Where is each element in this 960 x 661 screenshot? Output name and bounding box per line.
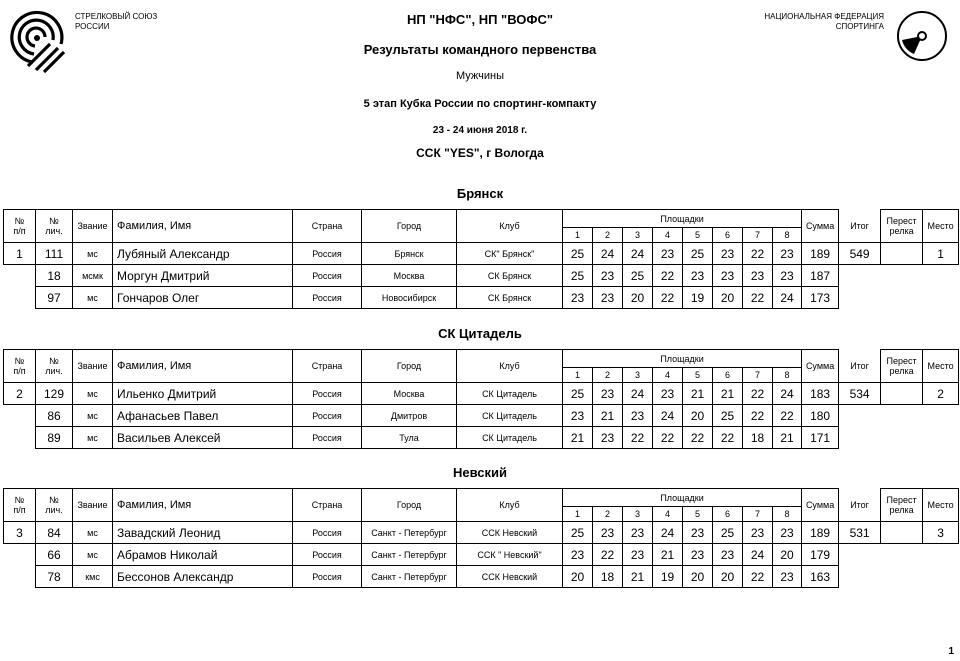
empty-cell bbox=[881, 405, 923, 427]
header-total: Итог bbox=[850, 220, 869, 231]
header-station-number: 3 bbox=[623, 368, 653, 383]
header-num-pp-line2: п/п bbox=[13, 505, 26, 515]
header-station-number: 4 bbox=[653, 507, 683, 522]
station-score: 22 bbox=[683, 427, 713, 449]
license-number: 129 bbox=[36, 383, 73, 405]
empty-cell bbox=[881, 287, 923, 309]
station-score: 23 bbox=[653, 243, 683, 265]
station-score: 21 bbox=[563, 427, 593, 449]
header-num-pp bbox=[4, 489, 36, 522]
header-station-number: 7 bbox=[743, 368, 773, 383]
country: Россия bbox=[293, 427, 362, 449]
score-sum: 189 bbox=[802, 243, 839, 265]
empty-cell bbox=[923, 287, 959, 309]
station-score: 24 bbox=[743, 544, 773, 566]
station-score: 21 bbox=[773, 427, 802, 449]
header-city: Город bbox=[362, 210, 457, 243]
empty-cell bbox=[839, 544, 881, 566]
shootoff-cell bbox=[881, 383, 923, 405]
sport-rank: мс bbox=[73, 383, 113, 405]
team-name: Невский bbox=[452, 465, 507, 480]
station-score: 20 bbox=[563, 566, 593, 588]
header-num-pp bbox=[4, 210, 36, 243]
station-score: 20 bbox=[713, 566, 743, 588]
page-number: 1 bbox=[948, 646, 954, 657]
right-org-line2: СПОРТИНГА bbox=[835, 22, 884, 31]
header-name: Фамилия, Имя bbox=[113, 489, 293, 522]
score-sum: 179 bbox=[802, 544, 839, 566]
score-sum: 180 bbox=[802, 405, 839, 427]
station-score: 22 bbox=[623, 427, 653, 449]
station-score: 25 bbox=[713, 405, 743, 427]
table-row bbox=[4, 243, 959, 265]
header-total: Итог bbox=[850, 499, 869, 510]
club: ССК " Невский" bbox=[457, 544, 563, 566]
station-score: 22 bbox=[743, 383, 773, 405]
header-num-lic-line2: лич. bbox=[45, 505, 63, 515]
header-total: Итог bbox=[850, 360, 869, 371]
station-score: 23 bbox=[593, 522, 623, 544]
station-score: 23 bbox=[773, 243, 802, 265]
header-station-number: 3 bbox=[623, 507, 653, 522]
station-score: 20 bbox=[713, 287, 743, 309]
header-country: Страна bbox=[293, 210, 362, 243]
table-row bbox=[4, 427, 959, 449]
license-number: 78 bbox=[36, 566, 73, 588]
license-number: 89 bbox=[36, 427, 73, 449]
station-score: 22 bbox=[713, 427, 743, 449]
header-shootoff-line1: Перест bbox=[886, 356, 917, 366]
header-num-lic-line2: лич. bbox=[45, 226, 63, 236]
empty-cell bbox=[881, 544, 923, 566]
country: Россия bbox=[293, 243, 362, 265]
city: Дмитров bbox=[362, 405, 457, 427]
city: Москва bbox=[362, 383, 457, 405]
country: Россия bbox=[293, 383, 362, 405]
station-score: 22 bbox=[743, 566, 773, 588]
header-shootoff bbox=[881, 210, 923, 243]
athlete-name: Афанасьев Павел bbox=[113, 405, 293, 427]
station-score: 23 bbox=[623, 405, 653, 427]
station-score: 23 bbox=[623, 544, 653, 566]
license-number: 84 bbox=[36, 522, 73, 544]
header-club: Клуб bbox=[457, 210, 563, 243]
athlete-name: Моргун Дмитрий bbox=[113, 265, 293, 287]
empty-cell bbox=[881, 566, 923, 588]
score-sum: 171 bbox=[802, 427, 839, 449]
header-country: Страна bbox=[293, 489, 362, 522]
sport-rank: мс bbox=[73, 405, 113, 427]
empty-cell bbox=[4, 566, 36, 588]
country: Россия bbox=[293, 522, 362, 544]
header-shootoff-line1: Перест bbox=[886, 495, 917, 505]
station-score: 23 bbox=[593, 265, 623, 287]
club: ССК Невский bbox=[457, 566, 563, 588]
station-score: 25 bbox=[683, 243, 713, 265]
team-total: 534 bbox=[839, 383, 881, 405]
sport-rank: мс bbox=[73, 544, 113, 566]
station-score: 21 bbox=[683, 383, 713, 405]
country: Россия bbox=[293, 544, 362, 566]
license-number: 66 bbox=[36, 544, 73, 566]
left-org-line1: СТРЕЛКОВЫЙ СОЮЗ bbox=[75, 12, 158, 21]
station-score: 25 bbox=[623, 265, 653, 287]
right-org-line1: НАЦИОНАЛЬНАЯ ФЕДЕРАЦИЯ bbox=[764, 12, 884, 21]
header-station-number: 2 bbox=[593, 368, 623, 383]
station-score: 23 bbox=[683, 544, 713, 566]
header-sum: Сумма bbox=[802, 489, 839, 522]
score-sum: 189 bbox=[802, 522, 839, 544]
station-score: 21 bbox=[623, 566, 653, 588]
station-score: 22 bbox=[653, 265, 683, 287]
header-stations: Площадки bbox=[563, 350, 802, 368]
header-sum: Сумма bbox=[802, 210, 839, 243]
header-place: Место bbox=[923, 210, 959, 243]
header-rank: Звание bbox=[73, 489, 113, 522]
station-score: 24 bbox=[773, 383, 802, 405]
license-number: 86 bbox=[36, 405, 73, 427]
header-station-number: 8 bbox=[773, 507, 802, 522]
team-total: 549 bbox=[839, 243, 881, 265]
sport-rank: кмс bbox=[73, 566, 113, 588]
table-header-row bbox=[4, 210, 959, 228]
team-results-table bbox=[3, 349, 959, 449]
empty-cell bbox=[4, 405, 36, 427]
header-name: Фамилия, Имя bbox=[113, 350, 293, 383]
table-row bbox=[4, 383, 959, 405]
header-city: Город bbox=[362, 489, 457, 522]
header-station-number: 2 bbox=[593, 507, 623, 522]
header-shootoff-line2: релка bbox=[889, 505, 914, 515]
sport-rank: мс bbox=[73, 427, 113, 449]
station-score: 22 bbox=[773, 405, 802, 427]
empty-cell bbox=[839, 427, 881, 449]
score-sum: 173 bbox=[802, 287, 839, 309]
city: Тула bbox=[362, 427, 457, 449]
table-header-row bbox=[4, 489, 959, 507]
shootoff-cell bbox=[881, 522, 923, 544]
header-station-number: 5 bbox=[683, 507, 713, 522]
table-row bbox=[4, 287, 959, 309]
station-score: 23 bbox=[773, 566, 802, 588]
score-sum: 163 bbox=[802, 566, 839, 588]
header-num-lic-line1: № bbox=[49, 216, 59, 226]
header-station-number: 2 bbox=[593, 228, 623, 243]
club: СК" Брянск" bbox=[457, 243, 563, 265]
club: СК Цитадель bbox=[457, 383, 563, 405]
header-station-number: 4 bbox=[653, 228, 683, 243]
club: СК Брянск bbox=[457, 287, 563, 309]
station-score: 23 bbox=[563, 287, 593, 309]
team-name: Брянск bbox=[456, 186, 504, 201]
header-num-pp bbox=[4, 350, 36, 383]
country: Россия bbox=[293, 405, 362, 427]
header-num-pp-line2: п/п bbox=[13, 226, 26, 236]
empty-cell bbox=[923, 405, 959, 427]
header-num-pp-line2: п/п bbox=[13, 366, 26, 376]
team-number: 1 bbox=[4, 243, 36, 265]
country: Россия bbox=[293, 287, 362, 309]
header-shootoff-line2: релка bbox=[889, 226, 914, 236]
station-score: 22 bbox=[653, 287, 683, 309]
station-score: 22 bbox=[653, 427, 683, 449]
empty-cell bbox=[4, 544, 36, 566]
station-score: 20 bbox=[773, 544, 802, 566]
station-score: 20 bbox=[683, 566, 713, 588]
header-station-number: 1 bbox=[563, 368, 593, 383]
header-shootoff-line2: релка bbox=[889, 366, 914, 376]
header-station-number: 6 bbox=[713, 368, 743, 383]
score-sum: 187 bbox=[802, 265, 839, 287]
team-results-table bbox=[3, 488, 959, 588]
table-row bbox=[4, 544, 959, 566]
athlete-name: Бессонов Александр bbox=[113, 566, 293, 588]
station-score: 23 bbox=[683, 265, 713, 287]
team-name: СК Цитадель bbox=[438, 326, 522, 341]
team-place: 2 bbox=[923, 383, 959, 405]
empty-cell bbox=[839, 405, 881, 427]
station-score: 21 bbox=[593, 405, 623, 427]
header-num-lic bbox=[36, 489, 73, 522]
country: Россия bbox=[293, 265, 362, 287]
header-city: Город bbox=[362, 350, 457, 383]
empty-cell bbox=[881, 427, 923, 449]
station-score: 23 bbox=[773, 265, 802, 287]
station-score: 22 bbox=[593, 544, 623, 566]
station-score: 21 bbox=[653, 544, 683, 566]
score-sum: 183 bbox=[802, 383, 839, 405]
team-total: 531 bbox=[839, 522, 881, 544]
header-club: Клуб bbox=[457, 489, 563, 522]
header-station-number: 1 bbox=[563, 507, 593, 522]
header-station-number: 6 bbox=[713, 228, 743, 243]
team-number: 2 bbox=[4, 383, 36, 405]
document-title: Результаты командного первенства bbox=[363, 42, 597, 57]
station-score: 23 bbox=[593, 427, 623, 449]
station-score: 23 bbox=[593, 383, 623, 405]
station-score: 24 bbox=[653, 522, 683, 544]
header-num-pp-line1: № bbox=[14, 495, 25, 505]
country: Россия bbox=[293, 566, 362, 588]
station-score: 23 bbox=[743, 265, 773, 287]
station-score: 25 bbox=[563, 522, 593, 544]
station-score: 22 bbox=[743, 405, 773, 427]
organizers: НП "НФС", НП "ВОФС" bbox=[406, 12, 554, 27]
station-score: 18 bbox=[743, 427, 773, 449]
station-score: 23 bbox=[713, 243, 743, 265]
station-score: 25 bbox=[563, 265, 593, 287]
header-station-number: 5 bbox=[683, 368, 713, 383]
header-station-number: 8 bbox=[773, 368, 802, 383]
team-results-table bbox=[3, 209, 959, 309]
club: СК Брянск bbox=[457, 265, 563, 287]
station-score: 22 bbox=[743, 287, 773, 309]
athlete-name: Ильенко Дмитрий bbox=[113, 383, 293, 405]
shootoff-cell bbox=[881, 243, 923, 265]
header-station-number: 7 bbox=[743, 507, 773, 522]
city: Санкт - Петербург bbox=[362, 544, 457, 566]
station-score: 23 bbox=[713, 265, 743, 287]
header-sum: Сумма bbox=[802, 350, 839, 383]
license-number: 111 bbox=[36, 243, 73, 265]
empty-cell bbox=[4, 427, 36, 449]
empty-cell bbox=[839, 287, 881, 309]
sport-rank: мсмк bbox=[73, 265, 113, 287]
station-score: 23 bbox=[623, 522, 653, 544]
sport-rank: мс bbox=[73, 522, 113, 544]
header-rank: Звание bbox=[73, 350, 113, 383]
header-num-lic-line1: № bbox=[49, 495, 59, 505]
empty-cell bbox=[881, 265, 923, 287]
station-score: 19 bbox=[653, 566, 683, 588]
empty-cell bbox=[923, 427, 959, 449]
station-score: 23 bbox=[773, 522, 802, 544]
header-station-number: 4 bbox=[653, 368, 683, 383]
city: Санкт - Петербург bbox=[362, 566, 457, 588]
gender-category: Мужчины bbox=[455, 70, 504, 82]
empty-cell bbox=[839, 566, 881, 588]
header-num-lic-line1: № bbox=[49, 356, 59, 366]
athlete-name: Гончаров Олег bbox=[113, 287, 293, 309]
header-shootoff-line1: Перест bbox=[886, 216, 917, 226]
station-score: 21 bbox=[713, 383, 743, 405]
header-shootoff bbox=[881, 350, 923, 383]
city: Москва bbox=[362, 265, 457, 287]
header-club: Клуб bbox=[457, 350, 563, 383]
station-score: 18 bbox=[593, 566, 623, 588]
team-number: 3 bbox=[4, 522, 36, 544]
city: Новосибирск bbox=[362, 287, 457, 309]
empty-cell bbox=[4, 265, 36, 287]
station-score: 24 bbox=[653, 405, 683, 427]
empty-cell bbox=[923, 544, 959, 566]
station-score: 19 bbox=[683, 287, 713, 309]
header-station-number: 6 bbox=[713, 507, 743, 522]
header-shootoff bbox=[881, 489, 923, 522]
team-place: 1 bbox=[923, 243, 959, 265]
station-score: 23 bbox=[563, 544, 593, 566]
station-score: 23 bbox=[593, 287, 623, 309]
header-place: Место bbox=[923, 489, 959, 522]
athlete-name: Абрамов Николай bbox=[113, 544, 293, 566]
sport-rank: мс bbox=[73, 287, 113, 309]
header-num-pp-line1: № bbox=[14, 356, 25, 366]
table-row bbox=[4, 522, 959, 544]
header-name: Фамилия, Имя bbox=[113, 210, 293, 243]
table-row bbox=[4, 265, 959, 287]
athlete-name: Завадский Леонид bbox=[113, 522, 293, 544]
competition-stage: 5 этап Кубка России по спортинг-компакту bbox=[363, 98, 597, 110]
club: ССК Невский bbox=[457, 522, 563, 544]
station-score: 23 bbox=[653, 383, 683, 405]
header-station-number: 5 bbox=[683, 228, 713, 243]
station-score: 24 bbox=[623, 243, 653, 265]
table-header-row bbox=[4, 350, 959, 368]
station-score: 23 bbox=[563, 405, 593, 427]
city: Брянск bbox=[362, 243, 457, 265]
station-score: 23 bbox=[743, 522, 773, 544]
empty-cell bbox=[839, 265, 881, 287]
competition-date: 23 - 24 июня 2018 г. bbox=[432, 125, 528, 136]
sport-rank: мс bbox=[73, 243, 113, 265]
empty-cell bbox=[4, 287, 36, 309]
license-number: 18 bbox=[36, 265, 73, 287]
station-score: 24 bbox=[623, 383, 653, 405]
header-place: Место bbox=[923, 350, 959, 383]
city: Санкт - Петербург bbox=[362, 522, 457, 544]
header-stations: Площадки bbox=[563, 489, 802, 507]
left-org-line2: РОССИИ bbox=[75, 22, 110, 31]
athlete-name: Лубяный Александр bbox=[113, 243, 293, 265]
station-score: 23 bbox=[713, 544, 743, 566]
team-place: 3 bbox=[923, 522, 959, 544]
club: СК Цитадель bbox=[457, 427, 563, 449]
empty-cell bbox=[923, 265, 959, 287]
club: СК Цитадель bbox=[457, 405, 563, 427]
header-station-number: 1 bbox=[563, 228, 593, 243]
empty-cell bbox=[923, 566, 959, 588]
station-score: 24 bbox=[593, 243, 623, 265]
header-country: Страна bbox=[293, 350, 362, 383]
station-score: 23 bbox=[683, 522, 713, 544]
header-station-number: 8 bbox=[773, 228, 802, 243]
header-num-lic bbox=[36, 350, 73, 383]
station-score: 22 bbox=[743, 243, 773, 265]
license-number: 97 bbox=[36, 287, 73, 309]
station-score: 25 bbox=[563, 383, 593, 405]
table-row bbox=[4, 405, 959, 427]
header-station-number: 3 bbox=[623, 228, 653, 243]
header-num-lic-line2: лич. bbox=[45, 366, 63, 376]
header-num-pp-line1: № bbox=[14, 216, 25, 226]
station-score: 25 bbox=[713, 522, 743, 544]
header-num-lic bbox=[36, 210, 73, 243]
header-rank: Звание bbox=[73, 210, 113, 243]
athlete-name: Васильев Алексей bbox=[113, 427, 293, 449]
station-score: 25 bbox=[563, 243, 593, 265]
table-row bbox=[4, 566, 959, 588]
station-score: 20 bbox=[683, 405, 713, 427]
competition-venue: ССК "YES", г Вологда bbox=[416, 146, 544, 160]
header-stations: Площадки bbox=[563, 210, 802, 228]
header-station-number: 7 bbox=[743, 228, 773, 243]
station-score: 24 bbox=[773, 287, 802, 309]
station-score: 20 bbox=[623, 287, 653, 309]
